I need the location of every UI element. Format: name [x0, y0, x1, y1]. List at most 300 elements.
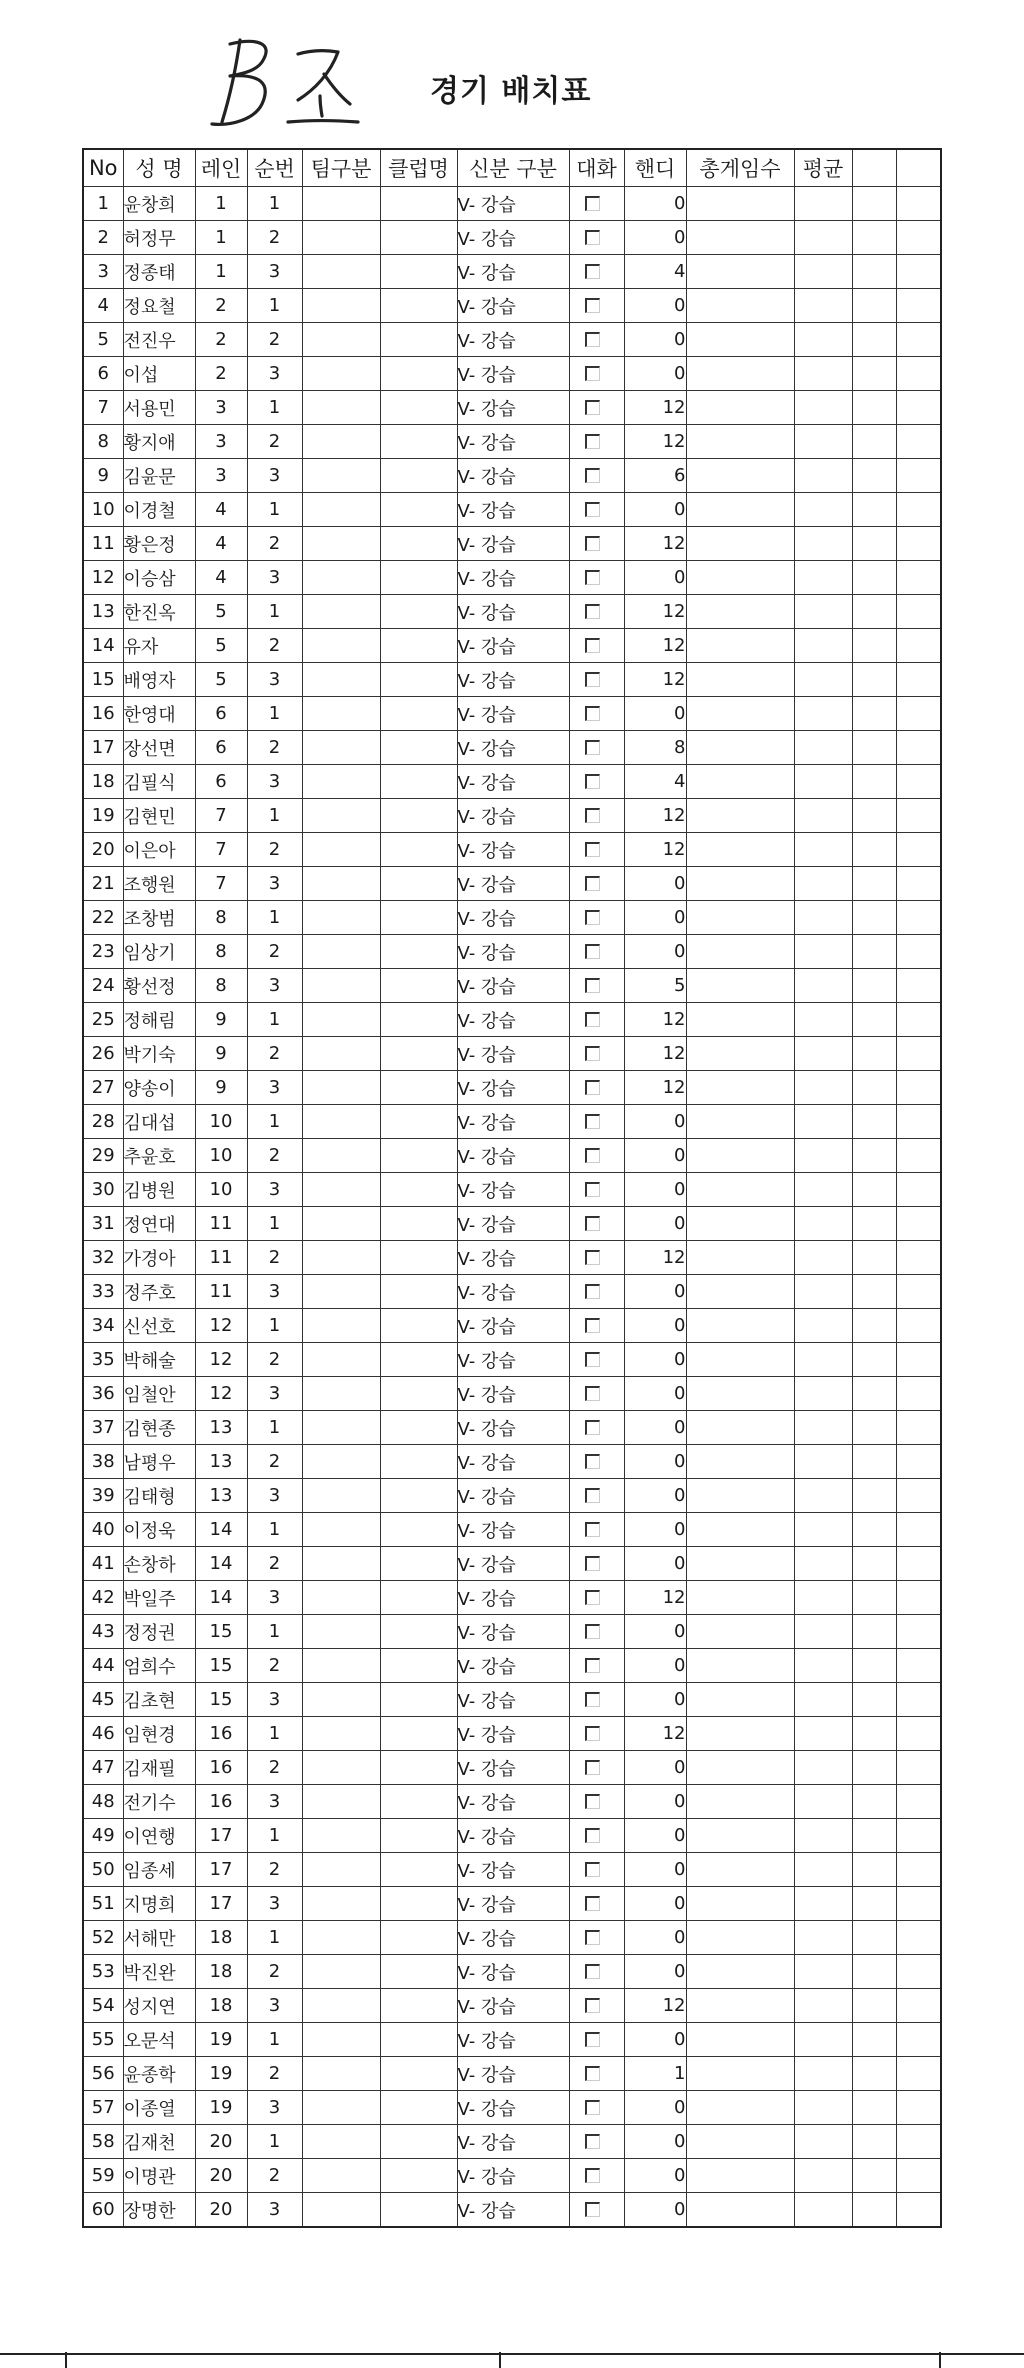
cell-blank1 — [852, 221, 896, 255]
cell-no: 3 — [83, 255, 123, 289]
cell-status: V- 강습 — [457, 833, 569, 867]
table-row — [83, 1581, 941, 1615]
cell-handi: 0 — [624, 493, 686, 527]
footer-edge — [0, 2352, 1024, 2368]
cell-avg — [794, 1003, 852, 1037]
cell-total — [686, 2091, 794, 2125]
cell-team — [302, 1037, 380, 1071]
convo-checkbox[interactable] — [585, 1828, 600, 1843]
cell-seq: 3 — [247, 2091, 302, 2125]
cell-blank1 — [852, 1479, 896, 1513]
cell-status: V- 강습 — [457, 459, 569, 493]
convo-checkbox[interactable] — [585, 332, 600, 347]
cell-no: 59 — [83, 2159, 123, 2193]
cell-club — [380, 1649, 457, 1683]
cell-team — [302, 2193, 380, 2228]
cell-handi: 0 — [624, 1275, 686, 1309]
cell-seq: 2 — [247, 935, 302, 969]
cell-no: 10 — [83, 493, 123, 527]
cell-team — [302, 2159, 380, 2193]
convo-checkbox[interactable] — [585, 1692, 600, 1707]
cell-name: 추윤호 — [123, 1139, 195, 1173]
convo-checkbox[interactable] — [585, 1182, 600, 1197]
cell-seq: 1 — [247, 1105, 302, 1139]
cell-avg — [794, 697, 852, 731]
cell-avg — [794, 1105, 852, 1139]
cell-club — [380, 663, 457, 697]
cell-total — [686, 1921, 794, 1955]
cell-handi: 12 — [624, 1581, 686, 1615]
convo-checkbox[interactable] — [585, 434, 600, 449]
cell-no: 32 — [83, 1241, 123, 1275]
cell-blank1 — [852, 935, 896, 969]
cell-lane: 13 — [195, 1479, 247, 1513]
cell-total — [686, 901, 794, 935]
cell-avg — [794, 1819, 852, 1853]
cell-name: 서해만 — [123, 1921, 195, 1955]
cell-lane: 3 — [195, 425, 247, 459]
cell-avg — [794, 1683, 852, 1717]
cell-status: V- 강습 — [457, 935, 569, 969]
cell-avg — [794, 1445, 852, 1479]
cell-club — [380, 1853, 457, 1887]
table-row — [83, 595, 941, 629]
col-blank-2 — [896, 149, 941, 187]
cell-lane: 16 — [195, 1717, 247, 1751]
cell-blank1 — [852, 2193, 896, 2228]
convo-checkbox[interactable] — [585, 1760, 600, 1775]
table-row — [83, 1717, 941, 1751]
cell-seq: 3 — [247, 1275, 302, 1309]
cell-team — [302, 1751, 380, 1785]
cell-blank2 — [896, 493, 941, 527]
cell-total — [686, 1853, 794, 1887]
convo-checkbox[interactable] — [585, 2134, 600, 2149]
cell-blank1 — [852, 255, 896, 289]
cell-blank1 — [852, 289, 896, 323]
cell-total — [686, 1173, 794, 1207]
cell-blank2 — [896, 289, 941, 323]
cell-avg — [794, 1887, 852, 1921]
cell-club — [380, 425, 457, 459]
cell-avg — [794, 221, 852, 255]
cell-avg — [794, 1479, 852, 1513]
convo-checkbox[interactable] — [585, 638, 600, 653]
cell-seq: 3 — [247, 1479, 302, 1513]
convo-checkbox[interactable] — [585, 1318, 600, 1333]
table-row — [83, 1513, 941, 1547]
convo-checkbox[interactable] — [585, 1080, 600, 1095]
cell-name: 이은아 — [123, 833, 195, 867]
cell-total — [686, 255, 794, 289]
cell-seq: 2 — [247, 1445, 302, 1479]
cell-status: V- 강습 — [457, 1547, 569, 1581]
cell-status: V- 강습 — [457, 289, 569, 323]
cell-lane: 7 — [195, 833, 247, 867]
cell-avg — [794, 323, 852, 357]
cell-convo — [569, 867, 624, 901]
cell-seq: 2 — [247, 527, 302, 561]
cell-seq: 2 — [247, 1751, 302, 1785]
cell-convo — [569, 1683, 624, 1717]
cell-team — [302, 425, 380, 459]
cell-seq: 3 — [247, 255, 302, 289]
cell-seq: 1 — [247, 2023, 302, 2057]
cell-avg — [794, 867, 852, 901]
cell-team — [302, 1683, 380, 1717]
cell-seq: 1 — [247, 1717, 302, 1751]
col-convo: 대화 — [569, 149, 624, 187]
cell-team — [302, 935, 380, 969]
cell-no: 16 — [83, 697, 123, 731]
cell-handi: 0 — [624, 1139, 686, 1173]
cell-convo — [569, 221, 624, 255]
cell-convo — [569, 1547, 624, 1581]
cell-convo — [569, 2023, 624, 2057]
cell-no: 6 — [83, 357, 123, 391]
convo-checkbox[interactable] — [585, 1658, 600, 1673]
cell-blank1 — [852, 1819, 896, 1853]
cell-status: V- 강습 — [457, 1343, 569, 1377]
cell-name: 신선호 — [123, 1309, 195, 1343]
table-row — [83, 935, 941, 969]
cell-no: 20 — [83, 833, 123, 867]
cell-blank2 — [896, 663, 941, 697]
cell-handi: 4 — [624, 255, 686, 289]
cell-blank2 — [896, 969, 941, 1003]
cell-team — [302, 391, 380, 425]
convo-checkbox[interactable] — [585, 1488, 600, 1503]
cell-total — [686, 1581, 794, 1615]
cell-name: 성지연 — [123, 1989, 195, 2023]
cell-seq: 1 — [247, 1921, 302, 1955]
convo-checkbox[interactable] — [585, 1454, 600, 1469]
cell-handi: 0 — [624, 1207, 686, 1241]
cell-status: V- 강습 — [457, 323, 569, 357]
cell-name: 정종태 — [123, 255, 195, 289]
table-row — [83, 1173, 941, 1207]
cell-avg — [794, 255, 852, 289]
cell-handi: 12 — [624, 1717, 686, 1751]
convo-checkbox[interactable] — [585, 468, 600, 483]
cell-status: V- 강습 — [457, 1921, 569, 1955]
convo-checkbox[interactable] — [585, 1998, 600, 2013]
cell-avg — [794, 2057, 852, 2091]
cell-blank2 — [896, 391, 941, 425]
cell-convo — [569, 935, 624, 969]
convo-checkbox[interactable] — [585, 876, 600, 891]
cell-club — [380, 935, 457, 969]
cell-club — [380, 527, 457, 561]
cell-blank2 — [896, 1411, 941, 1445]
cell-handi: 0 — [624, 1411, 686, 1445]
cell-total — [686, 1683, 794, 1717]
convo-checkbox[interactable] — [585, 1250, 600, 1265]
cell-handi: 0 — [624, 2091, 686, 2125]
cell-blank1 — [852, 1071, 896, 1105]
convo-checkbox[interactable] — [585, 1556, 600, 1571]
handwritten-group-mark — [200, 30, 370, 130]
cell-seq: 1 — [247, 289, 302, 323]
cell-blank1 — [852, 833, 896, 867]
convo-checkbox[interactable] — [585, 1590, 600, 1605]
convo-checkbox[interactable] — [585, 1726, 600, 1741]
cell-convo — [569, 1785, 624, 1819]
convo-checkbox[interactable] — [585, 1862, 600, 1877]
cell-seq: 2 — [247, 2057, 302, 2091]
cell-blank1 — [852, 663, 896, 697]
convo-checkbox[interactable] — [585, 1930, 600, 1945]
cell-status: V- 강습 — [457, 1479, 569, 1513]
convo-checkbox[interactable] — [585, 1352, 600, 1367]
cell-lane: 8 — [195, 969, 247, 1003]
convo-checkbox[interactable] — [585, 1012, 600, 1027]
cell-no: 12 — [83, 561, 123, 595]
cell-team — [302, 323, 380, 357]
cell-blank1 — [852, 1853, 896, 1887]
cell-convo — [569, 289, 624, 323]
convo-checkbox[interactable] — [585, 1148, 600, 1163]
cell-club — [380, 2023, 457, 2057]
table-row — [83, 1241, 941, 1275]
cell-seq: 1 — [247, 1309, 302, 1343]
cell-club — [380, 1819, 457, 1853]
col-total-games: 총게임수 — [686, 149, 794, 187]
convo-checkbox[interactable] — [585, 1522, 600, 1537]
cell-team — [302, 867, 380, 901]
cell-handi: 0 — [624, 1785, 686, 1819]
convo-checkbox[interactable] — [585, 2066, 600, 2081]
cell-no: 28 — [83, 1105, 123, 1139]
cell-blank2 — [896, 1921, 941, 1955]
cell-convo — [569, 1377, 624, 1411]
cell-seq: 1 — [247, 1615, 302, 1649]
cell-handi: 4 — [624, 765, 686, 799]
cell-team — [302, 1615, 380, 1649]
cell-handi: 0 — [624, 1615, 686, 1649]
cell-no: 43 — [83, 1615, 123, 1649]
cell-name: 양송이 — [123, 1071, 195, 1105]
table-row — [83, 1751, 941, 1785]
cell-lane: 9 — [195, 1037, 247, 1071]
cell-total — [686, 1513, 794, 1547]
cell-seq: 3 — [247, 1785, 302, 1819]
cell-total — [686, 1309, 794, 1343]
cell-seq: 1 — [247, 187, 302, 221]
convo-checkbox[interactable] — [585, 196, 600, 211]
cell-avg — [794, 2023, 852, 2057]
cell-total — [686, 1071, 794, 1105]
cell-blank1 — [852, 1139, 896, 1173]
cell-seq: 1 — [247, 1411, 302, 1445]
page-title: 경기 배치표 — [430, 74, 592, 109]
convo-checkbox[interactable] — [585, 2032, 600, 2047]
cell-total — [686, 935, 794, 969]
cell-no: 21 — [83, 867, 123, 901]
cell-team — [302, 1071, 380, 1105]
cell-blank1 — [852, 1343, 896, 1377]
cell-blank1 — [852, 493, 896, 527]
cell-lane: 19 — [195, 2057, 247, 2091]
cell-handi: 0 — [624, 1751, 686, 1785]
cell-lane: 18 — [195, 1921, 247, 1955]
cell-total — [686, 1411, 794, 1445]
cell-avg — [794, 527, 852, 561]
cell-team — [302, 1003, 380, 1037]
cell-seq: 2 — [247, 833, 302, 867]
table-row — [83, 833, 941, 867]
cell-blank2 — [896, 425, 941, 459]
convo-checkbox[interactable] — [585, 1114, 600, 1129]
cell-convo — [569, 255, 624, 289]
cell-club — [380, 1785, 457, 1819]
cell-seq: 3 — [247, 1887, 302, 1921]
cell-status: V- 강습 — [457, 1989, 569, 2023]
cell-blank2 — [896, 357, 941, 391]
convo-checkbox[interactable] — [585, 1284, 600, 1299]
cell-no: 39 — [83, 1479, 123, 1513]
cell-team — [302, 561, 380, 595]
convo-checkbox[interactable] — [585, 740, 600, 755]
table-row — [83, 1785, 941, 1819]
col-status: 신분 구분 — [457, 149, 569, 187]
cell-name: 장선면 — [123, 731, 195, 765]
cell-blank2 — [896, 1887, 941, 1921]
cell-convo — [569, 629, 624, 663]
convo-checkbox[interactable] — [585, 1420, 600, 1435]
cell-handi: 5 — [624, 969, 686, 1003]
cell-avg — [794, 1377, 852, 1411]
convo-checkbox[interactable] — [585, 400, 600, 415]
cell-seq: 2 — [247, 629, 302, 663]
cell-blank1 — [852, 1887, 896, 1921]
cell-blank2 — [896, 2091, 941, 2125]
convo-checkbox[interactable] — [585, 1794, 600, 1809]
cell-total — [686, 1751, 794, 1785]
cell-lane: 16 — [195, 1751, 247, 1785]
convo-checkbox[interactable] — [585, 842, 600, 857]
cell-no: 5 — [83, 323, 123, 357]
table-row — [83, 1853, 941, 1887]
convo-checkbox[interactable] — [585, 944, 600, 959]
cell-status: V- 강습 — [457, 1071, 569, 1105]
cell-convo — [569, 323, 624, 357]
convo-checkbox[interactable] — [585, 298, 600, 313]
cell-name: 정연대 — [123, 1207, 195, 1241]
cell-lane: 5 — [195, 663, 247, 697]
cell-status: V- 강습 — [457, 493, 569, 527]
convo-checkbox[interactable] — [585, 1216, 600, 1231]
cell-name: 박해술 — [123, 1343, 195, 1377]
convo-checkbox[interactable] — [585, 808, 600, 823]
cell-blank1 — [852, 2159, 896, 2193]
cell-blank2 — [896, 1649, 941, 1683]
cell-lane: 12 — [195, 1343, 247, 1377]
cell-no: 60 — [83, 2193, 123, 2228]
cell-club — [380, 1241, 457, 1275]
cell-lane: 2 — [195, 323, 247, 357]
cell-handi: 0 — [624, 357, 686, 391]
convo-checkbox[interactable] — [585, 978, 600, 993]
cell-convo — [569, 1003, 624, 1037]
cell-total — [686, 561, 794, 595]
cell-convo — [569, 1343, 624, 1377]
convo-checkbox[interactable] — [585, 706, 600, 721]
cell-no: 44 — [83, 1649, 123, 1683]
cell-total — [686, 1479, 794, 1513]
table-row — [83, 629, 941, 663]
cell-seq: 2 — [247, 323, 302, 357]
convo-checkbox[interactable] — [585, 774, 600, 789]
convo-checkbox[interactable] — [585, 536, 600, 551]
cell-handi: 0 — [624, 2159, 686, 2193]
cell-avg — [794, 187, 852, 221]
convo-checkbox[interactable] — [585, 264, 600, 279]
cell-seq: 1 — [247, 493, 302, 527]
cell-name: 배영자 — [123, 663, 195, 697]
cell-lane: 14 — [195, 1513, 247, 1547]
table-row — [83, 187, 941, 221]
cell-convo — [569, 1819, 624, 1853]
table-row — [83, 1309, 941, 1343]
convo-checkbox[interactable] — [585, 1386, 600, 1401]
cell-blank2 — [896, 1207, 941, 1241]
cell-club — [380, 1921, 457, 1955]
cell-total — [686, 323, 794, 357]
convo-checkbox[interactable] — [585, 2202, 600, 2217]
convo-checkbox[interactable] — [585, 502, 600, 517]
cell-blank1 — [852, 1717, 896, 1751]
convo-checkbox[interactable] — [585, 672, 600, 687]
convo-checkbox[interactable] — [585, 1624, 600, 1639]
cell-handi: 12 — [624, 663, 686, 697]
convo-checkbox[interactable] — [585, 1896, 600, 1911]
cell-status: V- 강습 — [457, 1819, 569, 1853]
cell-handi: 12 — [624, 1071, 686, 1105]
convo-checkbox[interactable] — [585, 604, 600, 619]
cell-total — [686, 1819, 794, 1853]
cell-convo — [569, 391, 624, 425]
cell-blank1 — [852, 1105, 896, 1139]
cell-club — [380, 731, 457, 765]
cell-total — [686, 799, 794, 833]
convo-checkbox[interactable] — [585, 1964, 600, 1979]
cell-name: 조행원 — [123, 867, 195, 901]
convo-checkbox[interactable] — [585, 366, 600, 381]
cell-team — [302, 969, 380, 1003]
cell-convo — [569, 187, 624, 221]
convo-checkbox[interactable] — [585, 2100, 600, 2115]
cell-blank1 — [852, 323, 896, 357]
cell-blank2 — [896, 1275, 941, 1309]
convo-checkbox[interactable] — [585, 230, 600, 245]
cell-status: V- 강습 — [457, 425, 569, 459]
cell-team — [302, 1853, 380, 1887]
cell-name: 정주호 — [123, 1275, 195, 1309]
cell-no: 48 — [83, 1785, 123, 1819]
cell-team — [302, 799, 380, 833]
cell-no: 56 — [83, 2057, 123, 2091]
convo-checkbox[interactable] — [585, 2168, 600, 2183]
cell-status: V- 강습 — [457, 765, 569, 799]
cell-status: V- 강습 — [457, 697, 569, 731]
convo-checkbox[interactable] — [585, 1046, 600, 1061]
cell-blank1 — [852, 1581, 896, 1615]
convo-checkbox[interactable] — [585, 910, 600, 925]
convo-checkbox[interactable] — [585, 570, 600, 585]
cell-team — [302, 1513, 380, 1547]
cell-convo — [569, 425, 624, 459]
